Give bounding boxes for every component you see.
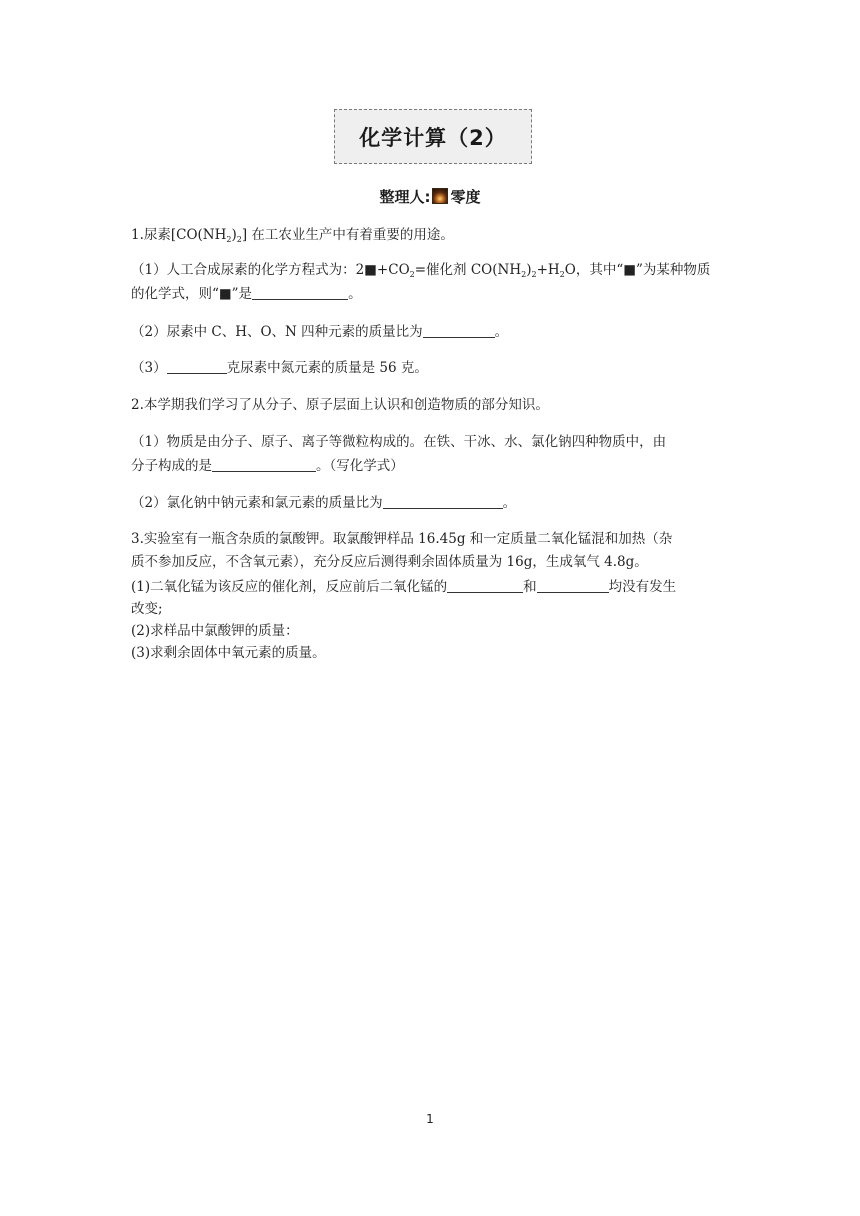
answer-blank[interactable] [383,494,503,509]
q3-part1-line2: 改变; [131,601,163,617]
answer-blank[interactable] [537,578,609,593]
page-number: 1 [426,1112,434,1126]
q1-part1-line2: 的化学式，则“■”是 。 [131,286,362,302]
q2-part2: （2）氯化钠中钠元素和氯元素的质量比为 。 [131,495,517,511]
organizer-logo-icon [432,188,448,204]
q3-line1: 3.实验室有一瓶含杂质的氯酸钾。取氯酸钾样品 16.45g 和一定质量二氧化锰混和加热（杂 [131,531,673,547]
q3-part2: (2)求样品中氯酸钾的质量： [131,623,299,639]
page-title: 化学计算（2） [359,125,507,150]
title-box [334,109,532,164]
q1-part3: （3） 克尿素中氮元素的质量是 56 克。 [131,360,428,376]
answer-blank[interactable] [167,359,227,374]
q1-stem: 1.尿素$[CO(NH_2)_2]$ 在工农业生产中有着重要的用途。 [131,227,454,244]
answer-blank[interactable] [212,457,316,472]
q2-part1-line1: （1）物质是由分子、原子、离子等微粒构成的。在铁、干冰、水、氯化钠四种物质中，由 [131,434,667,450]
q1-part2: （2）尿素中 C、H、O、N 四种元素的质量比为 。 [131,324,509,340]
answer-blank[interactable] [252,285,348,300]
q2-stem: 2.本学期我们学习了从分子、原子层面上认识和创造物质的部分知识。 [131,397,549,413]
organizer-line [0,186,860,207]
q3-part1: (1)二氧化锰为该反应的催化剂，反应前后二氧化锰的 和 均没有发生 [131,579,677,595]
answer-blank[interactable] [447,578,523,593]
organizer-prefix: 整理人: [379,188,431,206]
q3-line2: 质不参加反应，不含氧元素），充分反应后测得剩余固体质量为 16g，生成氧气 4.8g。 [131,554,648,570]
organizer-name: 零度 [450,188,481,206]
q3-part3: (3)求剩余固体中氧元素的质量。 [131,645,326,661]
answer-blank[interactable] [423,323,495,338]
q2-part1-line2: 分子构成的是 。（写化学式） [131,458,404,474]
q1-part1-line1: （1）人工合成尿素的化学方程式为：$2■+CO_2=$催化剂 $CO(NH_2)_2+H_2O$，其中“■”为某种物质 [131,262,711,279]
